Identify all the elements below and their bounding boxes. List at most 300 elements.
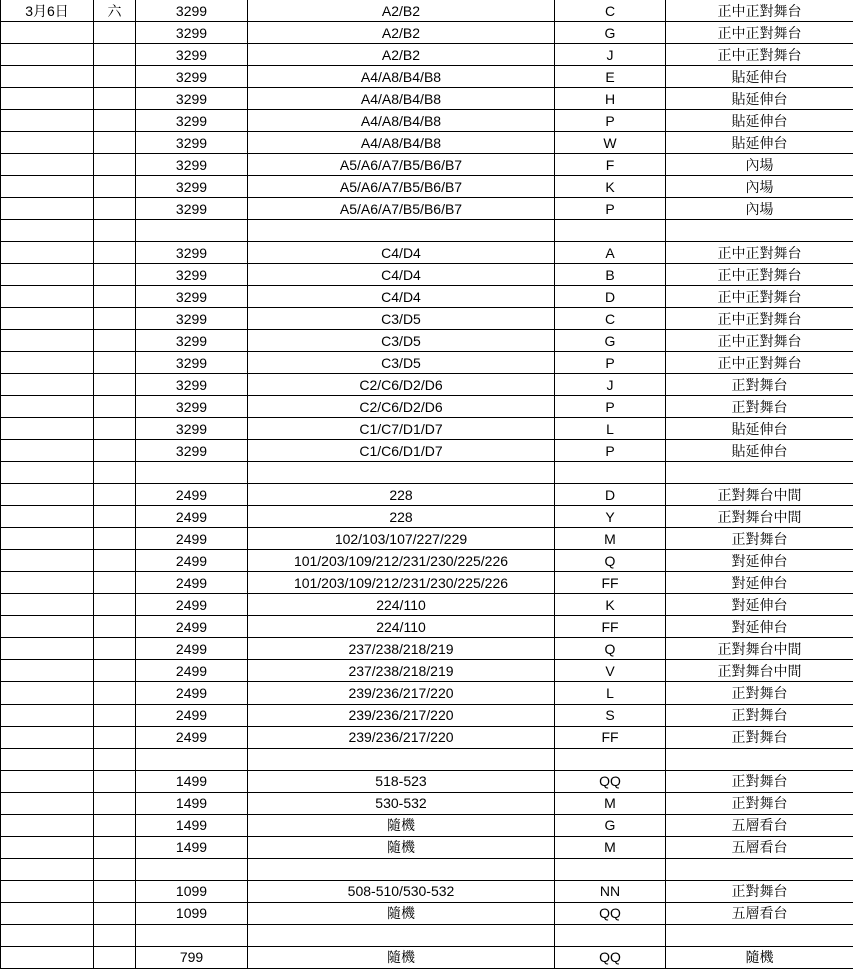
- table-row: [1, 418, 853, 440]
- view-cell: 正中正對舞台: [666, 264, 853, 286]
- area-cell: 隨機: [248, 946, 555, 968]
- weekday-cell: [94, 638, 136, 660]
- view-cell: 正對舞台中間: [666, 638, 853, 660]
- view-cell: 正對舞台中間: [666, 506, 853, 528]
- weekday-cell: [94, 726, 136, 748]
- seat-row-cell: G: [555, 330, 666, 352]
- view-cell: 貼延伸台: [666, 418, 853, 440]
- weekday-cell: [94, 66, 136, 88]
- seat-row-cell: G: [555, 22, 666, 44]
- price-cell: 1099: [136, 880, 248, 902]
- price-cell: 2499: [136, 484, 248, 506]
- date-cell: [1, 198, 94, 220]
- date-cell: [1, 484, 94, 506]
- weekday-cell: [94, 506, 136, 528]
- seat-row-cell: G: [555, 814, 666, 836]
- table-row: [1, 308, 853, 330]
- area-cell: C3/D5: [248, 352, 555, 374]
- table-row: [1, 286, 853, 308]
- table-row: [1, 198, 853, 220]
- table-row: [1, 22, 853, 44]
- seat-row-cell: P: [555, 440, 666, 462]
- view-cell: 正對舞台: [666, 726, 853, 748]
- price-cell: 3299: [136, 0, 248, 22]
- price-cell: 3299: [136, 66, 248, 88]
- weekday-cell: [94, 770, 136, 792]
- seat-row-cell: P: [555, 110, 666, 132]
- date-cell: [1, 572, 94, 594]
- seat-row-cell: [555, 220, 666, 242]
- area-cell: [248, 462, 555, 484]
- date-cell: [1, 396, 94, 418]
- date-cell: [1, 286, 94, 308]
- table-row: [1, 638, 853, 660]
- view-cell: 五層看台: [666, 814, 853, 836]
- area-cell: 237/238/218/219: [248, 660, 555, 682]
- date-cell: [1, 22, 94, 44]
- view-cell: 貼延伸台: [666, 88, 853, 110]
- weekday-cell: [94, 374, 136, 396]
- price-cell: 1499: [136, 770, 248, 792]
- weekday-cell: [94, 308, 136, 330]
- table-row: [1, 396, 853, 418]
- area-cell: [248, 858, 555, 880]
- view-cell: 貼延伸台: [666, 66, 853, 88]
- date-cell: [1, 704, 94, 726]
- area-cell: 518-523: [248, 770, 555, 792]
- table-row: [1, 484, 853, 506]
- date-cell: [1, 792, 94, 814]
- table-row: [1, 330, 853, 352]
- seat-row-cell: M: [555, 528, 666, 550]
- weekday-cell: [94, 352, 136, 374]
- area-cell: C3/D5: [248, 330, 555, 352]
- table-row: [1, 946, 853, 968]
- table-row: [1, 726, 853, 748]
- weekday-cell: [94, 814, 136, 836]
- price-cell: 3299: [136, 352, 248, 374]
- view-cell: 正中正對舞台: [666, 352, 853, 374]
- seat-row-cell: M: [555, 792, 666, 814]
- area-cell: [248, 220, 555, 242]
- table-row: [1, 814, 853, 836]
- date-cell: [1, 352, 94, 374]
- view-cell: 正中正對舞台: [666, 330, 853, 352]
- price-cell: 2499: [136, 726, 248, 748]
- weekday-cell: 六: [94, 0, 136, 22]
- view-cell: 正對舞台: [666, 374, 853, 396]
- date-cell: [1, 748, 94, 770]
- price-cell: 3299: [136, 330, 248, 352]
- seat-row-cell: NN: [555, 880, 666, 902]
- table-row: [1, 616, 853, 638]
- date-cell: [1, 154, 94, 176]
- price-cell: 3299: [136, 264, 248, 286]
- date-cell: [1, 660, 94, 682]
- price-cell: [136, 748, 248, 770]
- table-row: [1, 110, 853, 132]
- price-cell: 3299: [136, 22, 248, 44]
- weekday-cell: [94, 22, 136, 44]
- weekday-cell: [94, 550, 136, 572]
- area-cell: A5/A6/A7/B5/B6/B7: [248, 154, 555, 176]
- table-row: [1, 924, 853, 946]
- seat-row-cell: C: [555, 0, 666, 22]
- table-row: [1, 220, 853, 242]
- weekday-cell: [94, 154, 136, 176]
- date-cell: [1, 528, 94, 550]
- seat-row-cell: K: [555, 594, 666, 616]
- table-row: [1, 594, 853, 616]
- seat-row-cell: F: [555, 154, 666, 176]
- weekday-cell: [94, 264, 136, 286]
- date-cell: [1, 550, 94, 572]
- area-cell: C4/D4: [248, 286, 555, 308]
- seat-row-cell: B: [555, 264, 666, 286]
- date-cell: [1, 220, 94, 242]
- area-cell: A4/A8/B4/B8: [248, 88, 555, 110]
- weekday-cell: [94, 440, 136, 462]
- area-cell: 101/203/109/212/231/230/225/226: [248, 572, 555, 594]
- view-cell: 正對舞台: [666, 770, 853, 792]
- date-cell: [1, 242, 94, 264]
- price-cell: 3299: [136, 44, 248, 66]
- table-row: [1, 440, 853, 462]
- area-cell: [248, 748, 555, 770]
- price-cell: 799: [136, 946, 248, 968]
- date-cell: [1, 902, 94, 924]
- seat-row-cell: D: [555, 286, 666, 308]
- price-cell: 1499: [136, 836, 248, 858]
- weekday-cell: [94, 132, 136, 154]
- seat-row-cell: J: [555, 374, 666, 396]
- price-cell: 2499: [136, 594, 248, 616]
- seat-row-cell: [555, 462, 666, 484]
- seat-row-cell: P: [555, 396, 666, 418]
- area-cell: A4/A8/B4/B8: [248, 110, 555, 132]
- view-cell: 正對舞台: [666, 682, 853, 704]
- table-row: [1, 550, 853, 572]
- view-cell: 對延伸台: [666, 594, 853, 616]
- area-cell: A5/A6/A7/B5/B6/B7: [248, 176, 555, 198]
- price-cell: [136, 462, 248, 484]
- date-cell: [1, 88, 94, 110]
- weekday-cell: [94, 198, 136, 220]
- weekday-cell: [94, 220, 136, 242]
- price-cell: 1499: [136, 814, 248, 836]
- date-cell: [1, 638, 94, 660]
- date-cell: [1, 506, 94, 528]
- area-cell: A2/B2: [248, 44, 555, 66]
- seat-row-cell: H: [555, 88, 666, 110]
- price-cell: 2499: [136, 616, 248, 638]
- weekday-cell: [94, 176, 136, 198]
- weekday-cell: [94, 792, 136, 814]
- price-cell: 2499: [136, 660, 248, 682]
- view-cell: 內場: [666, 198, 853, 220]
- date-cell: [1, 594, 94, 616]
- seat-row-cell: K: [555, 176, 666, 198]
- price-cell: 3299: [136, 88, 248, 110]
- price-cell: [136, 220, 248, 242]
- price-cell: 2499: [136, 682, 248, 704]
- view-cell: 貼延伸台: [666, 110, 853, 132]
- area-cell: C1/C7/D1/D7: [248, 418, 555, 440]
- price-cell: 3299: [136, 198, 248, 220]
- seat-row-cell: L: [555, 682, 666, 704]
- date-cell: [1, 858, 94, 880]
- view-cell: 內場: [666, 176, 853, 198]
- table-row: [1, 704, 853, 726]
- price-cell: 2499: [136, 572, 248, 594]
- date-cell: [1, 814, 94, 836]
- view-cell: [666, 462, 853, 484]
- table-row: [1, 792, 853, 814]
- seat-row-cell: FF: [555, 726, 666, 748]
- date-cell: [1, 44, 94, 66]
- weekday-cell: [94, 946, 136, 968]
- date-cell: [1, 880, 94, 902]
- table-row: [1, 748, 853, 770]
- weekday-cell: [94, 572, 136, 594]
- weekday-cell: [94, 418, 136, 440]
- area-cell: 508-510/530-532: [248, 880, 555, 902]
- view-cell: 正對舞台: [666, 396, 853, 418]
- table-row: [1, 660, 853, 682]
- weekday-cell: [94, 682, 136, 704]
- area-cell: C4/D4: [248, 264, 555, 286]
- weekday-cell: [94, 242, 136, 264]
- price-cell: 3299: [136, 396, 248, 418]
- table-row: [1, 264, 853, 286]
- area-cell: A2/B2: [248, 22, 555, 44]
- area-cell: 101/203/109/212/231/230/225/226: [248, 550, 555, 572]
- view-cell: 正中正對舞台: [666, 44, 853, 66]
- table-row: [1, 506, 853, 528]
- table-row: [1, 0, 853, 22]
- seat-row-cell: [555, 748, 666, 770]
- weekday-cell: [94, 858, 136, 880]
- weekday-cell: [94, 836, 136, 858]
- price-cell: 2499: [136, 506, 248, 528]
- date-cell: [1, 132, 94, 154]
- table-row: [1, 462, 853, 484]
- table-row: [1, 132, 853, 154]
- date-cell: [1, 330, 94, 352]
- date-cell: [1, 418, 94, 440]
- table-row: [1, 374, 853, 396]
- view-cell: 貼延伸台: [666, 440, 853, 462]
- seat-row-cell: A: [555, 242, 666, 264]
- view-cell: 五層看台: [666, 836, 853, 858]
- table-row: [1, 528, 853, 550]
- weekday-cell: [94, 286, 136, 308]
- table-row: [1, 770, 853, 792]
- date-cell: [1, 176, 94, 198]
- weekday-cell: [94, 88, 136, 110]
- area-cell: 239/236/217/220: [248, 704, 555, 726]
- weekday-cell: [94, 616, 136, 638]
- price-cell: 2499: [136, 550, 248, 572]
- table-row: [1, 836, 853, 858]
- date-cell: [1, 308, 94, 330]
- view-cell: 正對舞台中間: [666, 660, 853, 682]
- view-cell: [666, 220, 853, 242]
- price-cell: 3299: [136, 110, 248, 132]
- seat-row-cell: J: [555, 44, 666, 66]
- seat-row-cell: [555, 924, 666, 946]
- view-cell: [666, 748, 853, 770]
- weekday-cell: [94, 396, 136, 418]
- table-row: [1, 902, 853, 924]
- weekday-cell: [94, 902, 136, 924]
- table-row: [1, 66, 853, 88]
- date-cell: [1, 264, 94, 286]
- date-cell: [1, 836, 94, 858]
- date-cell: [1, 770, 94, 792]
- table-row: [1, 154, 853, 176]
- view-cell: 正對舞台: [666, 704, 853, 726]
- area-cell: C2/C6/D2/D6: [248, 374, 555, 396]
- area-cell: 224/110: [248, 616, 555, 638]
- price-cell: [136, 858, 248, 880]
- area-cell: A4/A8/B4/B8: [248, 66, 555, 88]
- seat-row-cell: C: [555, 308, 666, 330]
- table-row: [1, 880, 853, 902]
- view-cell: 正對舞台中間: [666, 484, 853, 506]
- weekday-cell: [94, 484, 136, 506]
- date-cell: [1, 374, 94, 396]
- table-row: [1, 88, 853, 110]
- view-cell: 正中正對舞台: [666, 22, 853, 44]
- price-cell: 1099: [136, 902, 248, 924]
- date-cell: [1, 924, 94, 946]
- seat-row-cell: S: [555, 704, 666, 726]
- price-cell: 3299: [136, 418, 248, 440]
- seat-row-cell: E: [555, 66, 666, 88]
- weekday-cell: [94, 330, 136, 352]
- area-cell: C3/D5: [248, 308, 555, 330]
- table-row: [1, 572, 853, 594]
- area-cell: [248, 924, 555, 946]
- seat-row-cell: Y: [555, 506, 666, 528]
- table-row: [1, 682, 853, 704]
- seat-row-cell: Q: [555, 638, 666, 660]
- view-cell: 正對舞台: [666, 880, 853, 902]
- area-cell: 239/236/217/220: [248, 682, 555, 704]
- area-cell: 隨機: [248, 836, 555, 858]
- view-cell: 正中正對舞台: [666, 308, 853, 330]
- price-cell: 3299: [136, 308, 248, 330]
- area-cell: A2/B2: [248, 0, 555, 22]
- weekday-cell: [94, 44, 136, 66]
- area-cell: A4/A8/B4/B8: [248, 132, 555, 154]
- seat-row-cell: QQ: [555, 770, 666, 792]
- seat-row-cell: QQ: [555, 902, 666, 924]
- table-row: [1, 44, 853, 66]
- price-cell: 2499: [136, 638, 248, 660]
- view-cell: 對延伸台: [666, 616, 853, 638]
- weekday-cell: [94, 924, 136, 946]
- weekday-cell: [94, 748, 136, 770]
- seat-row-cell: [555, 858, 666, 880]
- date-cell: [1, 66, 94, 88]
- price-cell: 2499: [136, 528, 248, 550]
- price-cell: 3299: [136, 286, 248, 308]
- date-cell: 3月6日: [1, 0, 94, 22]
- view-cell: [666, 858, 853, 880]
- area-cell: 102/103/107/227/229: [248, 528, 555, 550]
- price-cell: [136, 924, 248, 946]
- date-cell: [1, 946, 94, 968]
- seat-row-cell: P: [555, 352, 666, 374]
- view-cell: 內場: [666, 154, 853, 176]
- seat-row-cell: QQ: [555, 946, 666, 968]
- weekday-cell: [94, 880, 136, 902]
- table-row: [1, 242, 853, 264]
- price-cell: 2499: [136, 704, 248, 726]
- area-cell: C4/D4: [248, 242, 555, 264]
- price-cell: 1499: [136, 792, 248, 814]
- weekday-cell: [94, 528, 136, 550]
- date-cell: [1, 440, 94, 462]
- weekday-cell: [94, 660, 136, 682]
- seat-row-cell: Q: [555, 550, 666, 572]
- ticket-table-body: [1, 0, 853, 969]
- view-cell: 正中正對舞台: [666, 0, 853, 22]
- price-cell: 3299: [136, 154, 248, 176]
- seat-row-cell: P: [555, 198, 666, 220]
- view-cell: 貼延伸台: [666, 132, 853, 154]
- date-cell: [1, 682, 94, 704]
- area-cell: 530-532: [248, 792, 555, 814]
- view-cell: 對延伸台: [666, 550, 853, 572]
- view-cell: 正對舞台: [666, 792, 853, 814]
- area-cell: 228: [248, 506, 555, 528]
- area-cell: 237/238/218/219: [248, 638, 555, 660]
- price-cell: 3299: [136, 440, 248, 462]
- date-cell: [1, 462, 94, 484]
- view-cell: 五層看台: [666, 902, 853, 924]
- price-cell: 3299: [136, 176, 248, 198]
- view-cell: 正對舞台: [666, 528, 853, 550]
- view-cell: 正中正對舞台: [666, 242, 853, 264]
- area-cell: C1/C6/D1/D7: [248, 440, 555, 462]
- view-cell: 對延伸台: [666, 572, 853, 594]
- seat-row-cell: M: [555, 836, 666, 858]
- view-cell: 隨機: [666, 946, 853, 968]
- table-row: [1, 176, 853, 198]
- seat-row-cell: L: [555, 418, 666, 440]
- seat-row-cell: FF: [555, 572, 666, 594]
- price-cell: 3299: [136, 242, 248, 264]
- area-cell: A5/A6/A7/B5/B6/B7: [248, 198, 555, 220]
- view-cell: [666, 924, 853, 946]
- weekday-cell: [94, 594, 136, 616]
- weekday-cell: [94, 110, 136, 132]
- area-cell: 隨機: [248, 814, 555, 836]
- seat-row-cell: W: [555, 132, 666, 154]
- area-cell: C2/C6/D2/D6: [248, 396, 555, 418]
- price-cell: 3299: [136, 374, 248, 396]
- view-cell: 正中正對舞台: [666, 286, 853, 308]
- weekday-cell: [94, 704, 136, 726]
- date-cell: [1, 726, 94, 748]
- table-row: [1, 352, 853, 374]
- area-cell: 239/236/217/220: [248, 726, 555, 748]
- date-cell: [1, 110, 94, 132]
- seat-row-cell: D: [555, 484, 666, 506]
